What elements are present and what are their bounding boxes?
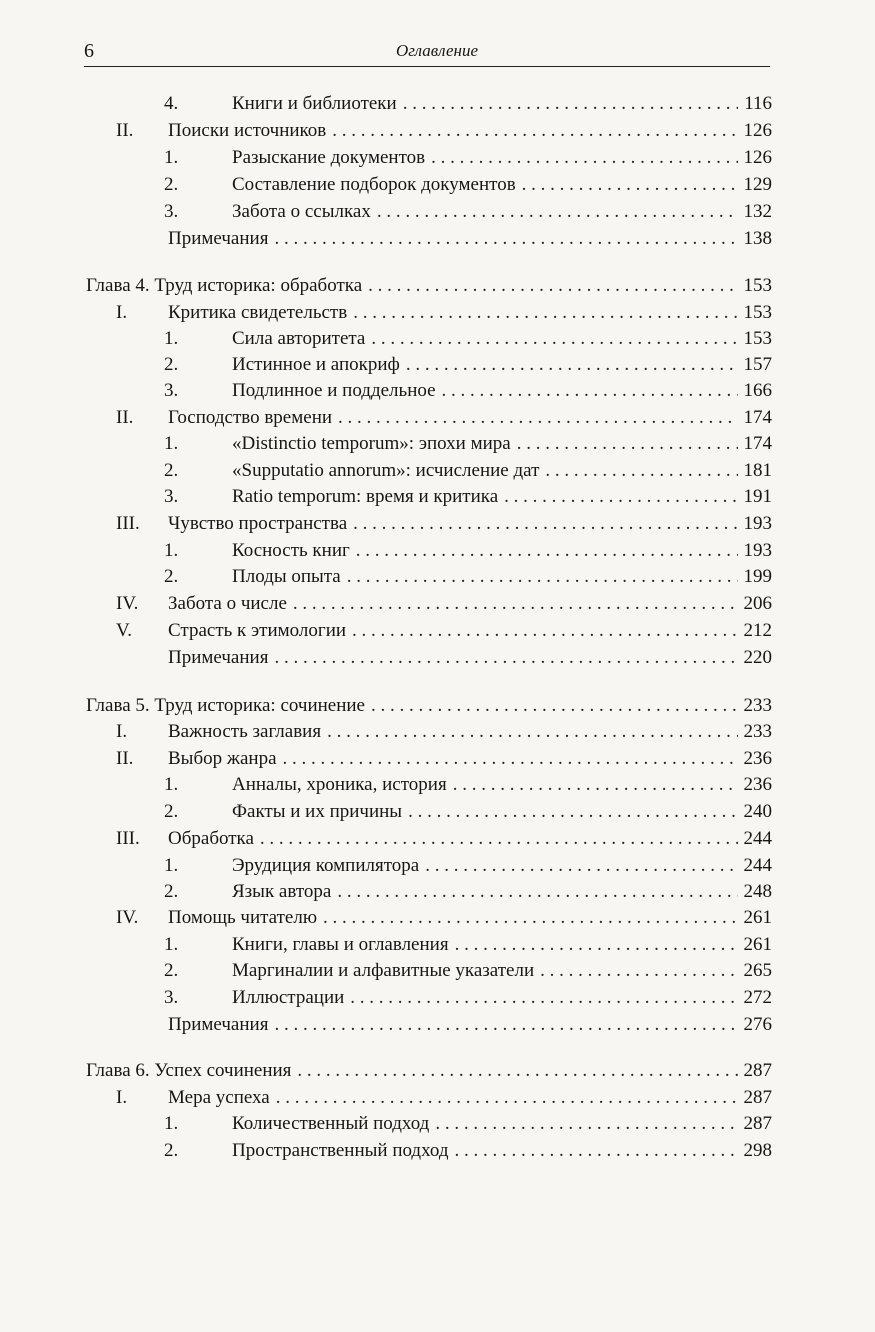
toc-entry-number: II. bbox=[116, 120, 134, 141]
toc-entry-number: II. bbox=[116, 748, 134, 769]
toc-entry-title: «Supputatio annorum»: исчисление дат bbox=[232, 460, 540, 481]
toc-page-number: 191 bbox=[743, 486, 772, 507]
toc-leader-dots bbox=[332, 118, 737, 144]
toc-page-number: 181 bbox=[743, 460, 772, 481]
toc-page-number: 199 bbox=[743, 566, 772, 587]
toc-entry-title: Забота о числе bbox=[168, 593, 287, 614]
toc-subsection-row[interactable] bbox=[164, 932, 772, 958]
toc-entry-number: 2. bbox=[164, 881, 179, 902]
toc-section-row[interactable] bbox=[116, 226, 772, 252]
toc-entry-title: Плоды опыта bbox=[232, 566, 341, 587]
toc-entry-number: 3. bbox=[164, 201, 179, 222]
toc-page-number: 166 bbox=[743, 380, 772, 401]
toc-page-number: 206 bbox=[743, 593, 772, 614]
toc-entry-number: IV. bbox=[116, 907, 139, 928]
toc-section-row[interactable] bbox=[116, 591, 772, 617]
toc-page-number: 276 bbox=[743, 1014, 772, 1035]
toc-page-number: 244 bbox=[743, 828, 772, 849]
toc-leader-dots bbox=[403, 91, 739, 117]
toc-page-number: 116 bbox=[744, 93, 772, 114]
toc-subsection-row[interactable] bbox=[164, 564, 772, 590]
toc-section-row[interactable] bbox=[116, 1085, 772, 1111]
toc-entry-title: Иллюстрации bbox=[232, 987, 345, 1008]
toc-leader-dots bbox=[356, 538, 738, 564]
toc-page-number: 174 bbox=[743, 407, 772, 428]
toc-page-number: 193 bbox=[743, 513, 772, 534]
toc-leader-dots bbox=[353, 300, 737, 326]
page-number: 6 bbox=[84, 40, 94, 62]
toc-section-row[interactable] bbox=[116, 645, 772, 671]
toc-entry-number: 1. bbox=[164, 855, 179, 876]
toc-subsection-row[interactable] bbox=[164, 484, 772, 510]
toc-entry-number: 2. bbox=[164, 354, 179, 375]
toc-leader-dots bbox=[283, 746, 738, 772]
toc-leader-dots bbox=[371, 693, 738, 719]
toc-entry-number: I. bbox=[116, 302, 128, 323]
toc-subsection-row[interactable] bbox=[164, 1111, 772, 1137]
toc-leader-dots bbox=[504, 484, 737, 510]
toc-leader-dots bbox=[353, 511, 737, 537]
toc-entry-title: Пространственный подход bbox=[232, 1140, 449, 1161]
toc-entry-title: Примечания bbox=[168, 228, 269, 249]
toc-subsection-row[interactable] bbox=[164, 853, 772, 879]
toc-leader-dots bbox=[442, 378, 738, 404]
toc-entry-number: II. bbox=[116, 407, 134, 428]
toc-entry-number: 1. bbox=[164, 774, 179, 795]
toc-page-number: 298 bbox=[743, 1140, 772, 1161]
toc-entry-title: Косность книг bbox=[232, 540, 350, 561]
toc-entry-title: Мера успеха bbox=[168, 1087, 270, 1108]
toc-leader-dots bbox=[323, 905, 737, 931]
toc-leader-dots bbox=[297, 1058, 737, 1084]
toc-leader-dots bbox=[453, 772, 738, 798]
toc-entry-title: Книги, главы и оглавления bbox=[232, 934, 449, 955]
toc-page-number: 233 bbox=[743, 695, 772, 716]
toc-leader-dots bbox=[347, 564, 738, 590]
toc-subsection-row[interactable] bbox=[164, 172, 772, 198]
toc-entry-number: 1. bbox=[164, 147, 179, 168]
toc-page-number: 236 bbox=[743, 774, 772, 795]
toc-entry-title: Господство времени bbox=[168, 407, 333, 428]
toc-page-number: 248 bbox=[743, 881, 772, 902]
toc-subsection-row[interactable] bbox=[164, 772, 772, 798]
toc-leader-dots bbox=[435, 1111, 737, 1137]
toc-entry-title: Книги и библиотеки bbox=[232, 93, 397, 114]
toc-entry-title: Глава 4. Труд историка: обработка bbox=[86, 275, 363, 296]
toc-entry-title: Чувство пространства bbox=[168, 513, 348, 534]
toc-page-number: 220 bbox=[743, 647, 772, 668]
toc-leader-dots bbox=[455, 932, 738, 958]
toc-entry-title: Маргиналии и алфавитные указатели bbox=[232, 960, 535, 981]
toc-leader-dots bbox=[425, 853, 737, 879]
toc-leader-dots bbox=[337, 879, 737, 905]
toc-entry-title: Важность заглавия bbox=[168, 721, 322, 742]
toc-entry-title: Эрудиция компилятора bbox=[232, 855, 420, 876]
toc-leader-dots bbox=[274, 645, 737, 671]
toc-section-row[interactable] bbox=[116, 618, 772, 644]
toc-leader-dots bbox=[276, 1085, 738, 1111]
toc-leader-dots bbox=[517, 431, 738, 457]
toc-entry-number: 1. bbox=[164, 540, 179, 561]
toc-leader-dots bbox=[274, 226, 737, 252]
toc-entry-title: Забота о ссылках bbox=[232, 201, 371, 222]
toc-entry-title: Язык автора bbox=[232, 881, 332, 902]
toc-entry-number: 1. bbox=[164, 1113, 179, 1134]
toc-section-row[interactable] bbox=[116, 826, 772, 852]
running-title: Оглавление bbox=[395, 41, 479, 60]
toc-entry-number: 2. bbox=[164, 566, 179, 587]
toc-page-number: 153 bbox=[743, 275, 772, 296]
toc-entry-title: Поиски источников bbox=[168, 120, 327, 141]
toc-page-number: 126 bbox=[743, 147, 772, 168]
toc-entry-number: IV. bbox=[116, 593, 139, 614]
toc-entry-title: Выбор жанра bbox=[168, 748, 277, 769]
toc-leader-dots bbox=[522, 172, 738, 198]
page-header bbox=[84, 38, 770, 67]
toc-section-row[interactable] bbox=[116, 905, 772, 931]
toc-page-number: 244 bbox=[743, 855, 772, 876]
toc-entry-number: 2. bbox=[164, 460, 179, 481]
toc-entry-number: 1. bbox=[164, 328, 179, 349]
toc-leader-dots bbox=[408, 799, 737, 825]
toc-leader-dots bbox=[377, 199, 738, 225]
toc-page-number: 212 bbox=[743, 620, 772, 641]
toc-entry-number: 2. bbox=[164, 801, 179, 822]
toc-page-number: 157 bbox=[743, 354, 772, 375]
toc-page-number: 261 bbox=[743, 907, 772, 928]
toc-entry-title: Глава 5. Труд историка: сочинение bbox=[86, 695, 365, 716]
toc-chapter-row[interactable] bbox=[86, 273, 772, 299]
toc-leader-dots bbox=[338, 405, 737, 431]
toc-section-row[interactable] bbox=[116, 300, 772, 326]
toc-entry-title: Глава 6. Успех сочинения bbox=[86, 1060, 292, 1081]
toc-section-row[interactable] bbox=[116, 1012, 772, 1038]
toc-entry-number: I. bbox=[116, 1087, 128, 1108]
toc-subsection-row[interactable] bbox=[164, 91, 772, 117]
toc-subsection-row[interactable] bbox=[164, 985, 772, 1011]
toc-leader-dots bbox=[545, 458, 737, 484]
toc-leader-dots bbox=[293, 591, 738, 617]
toc-entry-number: 2. bbox=[164, 174, 179, 195]
toc-page-number: 126 bbox=[743, 120, 772, 141]
toc-entry-number: 3. bbox=[164, 380, 179, 401]
toc-entry-number: 3. bbox=[164, 486, 179, 507]
toc-entry-number: V. bbox=[116, 620, 133, 641]
toc-entry-number: 1. bbox=[164, 934, 179, 955]
toc-entry-number: III. bbox=[116, 513, 140, 534]
toc-subsection-row[interactable] bbox=[164, 1138, 772, 1164]
toc-chapter-row[interactable] bbox=[86, 1058, 772, 1084]
toc-leader-dots bbox=[274, 1012, 737, 1038]
toc-subsection-row[interactable] bbox=[164, 538, 772, 564]
toc-subsection-row[interactable] bbox=[164, 799, 772, 825]
toc-entry-number: 1. bbox=[164, 433, 179, 454]
toc-section-row[interactable] bbox=[116, 511, 772, 537]
toc-subsection-row[interactable] bbox=[164, 145, 772, 171]
toc-entry-number: 2. bbox=[164, 960, 179, 981]
toc-leader-dots bbox=[352, 618, 737, 644]
toc-entry-title: Составление подборок документов bbox=[232, 174, 516, 195]
toc-entry-number: 4. bbox=[164, 93, 179, 114]
toc-page-number: 236 bbox=[743, 748, 772, 769]
toc-page-number: 129 bbox=[743, 174, 772, 195]
toc-leader-dots bbox=[431, 145, 737, 171]
toc-subsection-row[interactable] bbox=[164, 431, 772, 457]
toc-page-number: 287 bbox=[743, 1060, 772, 1081]
toc-subsection-row[interactable] bbox=[164, 326, 772, 352]
toc-subsection-row[interactable] bbox=[164, 879, 772, 905]
toc-page-number: 174 bbox=[743, 433, 772, 454]
toc-entry-title: Подлинное и поддельное bbox=[232, 380, 436, 401]
toc-leader-dots bbox=[260, 826, 738, 852]
toc-leader-dots bbox=[540, 958, 737, 984]
toc-page-number: 153 bbox=[743, 302, 772, 323]
toc-section-row[interactable] bbox=[116, 118, 772, 144]
toc-page-number: 138 bbox=[743, 228, 772, 249]
toc-entry-title: Факты и их причины bbox=[232, 801, 403, 822]
toc-page-number: 261 bbox=[743, 934, 772, 955]
toc-subsection-row[interactable] bbox=[164, 199, 772, 225]
toc-section-row[interactable] bbox=[116, 405, 772, 431]
toc-page-number: 233 bbox=[743, 721, 772, 742]
toc-page-number: 265 bbox=[743, 960, 772, 981]
toc-page-number: 240 bbox=[743, 801, 772, 822]
toc-entry-title: «Distinctio temporum»: эпохи мира bbox=[232, 433, 511, 454]
toc-entry-title: Ratio temporum: время и критика bbox=[232, 486, 499, 507]
toc-page-number: 272 bbox=[743, 987, 772, 1008]
toc-entry-title: Помощь читателю bbox=[168, 907, 318, 928]
toc-entry-title: Истинное и апокриф bbox=[232, 354, 400, 375]
toc-leader-dots bbox=[455, 1138, 738, 1164]
toc-subsection-row[interactable] bbox=[164, 352, 772, 378]
toc-entry-number: 2. bbox=[164, 1140, 179, 1161]
toc-subsection-row[interactable] bbox=[164, 378, 772, 404]
toc-leader-dots bbox=[368, 273, 737, 299]
toc-entry-title: Критика свидетельств bbox=[168, 302, 348, 323]
toc-leader-dots bbox=[406, 352, 738, 378]
toc-leader-dots bbox=[371, 326, 737, 352]
toc-page-number: 132 bbox=[743, 201, 772, 222]
toc-page-number: 153 bbox=[743, 328, 772, 349]
toc-page-number: 287 bbox=[743, 1113, 772, 1134]
toc-section-row[interactable] bbox=[116, 746, 772, 772]
toc-entry-title: Сила авторитета bbox=[232, 328, 366, 349]
toc-entry-title: Примечания bbox=[168, 1014, 269, 1035]
toc-entry-title: Обработка bbox=[168, 828, 254, 849]
toc-entry-number: III. bbox=[116, 828, 140, 849]
toc-leader-dots bbox=[350, 985, 737, 1011]
toc-subsection-row[interactable] bbox=[164, 458, 772, 484]
toc-entry-title: Анналы, хроника, история bbox=[232, 774, 447, 795]
toc-chapter-row[interactable] bbox=[86, 693, 772, 719]
toc-page-number: 287 bbox=[743, 1087, 772, 1108]
toc-entry-title: Разыскание документов bbox=[232, 147, 426, 168]
toc-entry-number: I. bbox=[116, 721, 128, 742]
toc-entry-title: Примечания bbox=[168, 647, 269, 668]
toc-entry-number: 3. bbox=[164, 987, 179, 1008]
toc-entry-title: Количественный подход bbox=[232, 1113, 430, 1134]
toc-section-row[interactable] bbox=[116, 719, 772, 745]
toc-entry-title: Страсть к этимологии bbox=[168, 620, 347, 641]
toc-subsection-row[interactable] bbox=[164, 958, 772, 984]
toc-page-number: 193 bbox=[743, 540, 772, 561]
toc-leader-dots bbox=[327, 719, 737, 745]
